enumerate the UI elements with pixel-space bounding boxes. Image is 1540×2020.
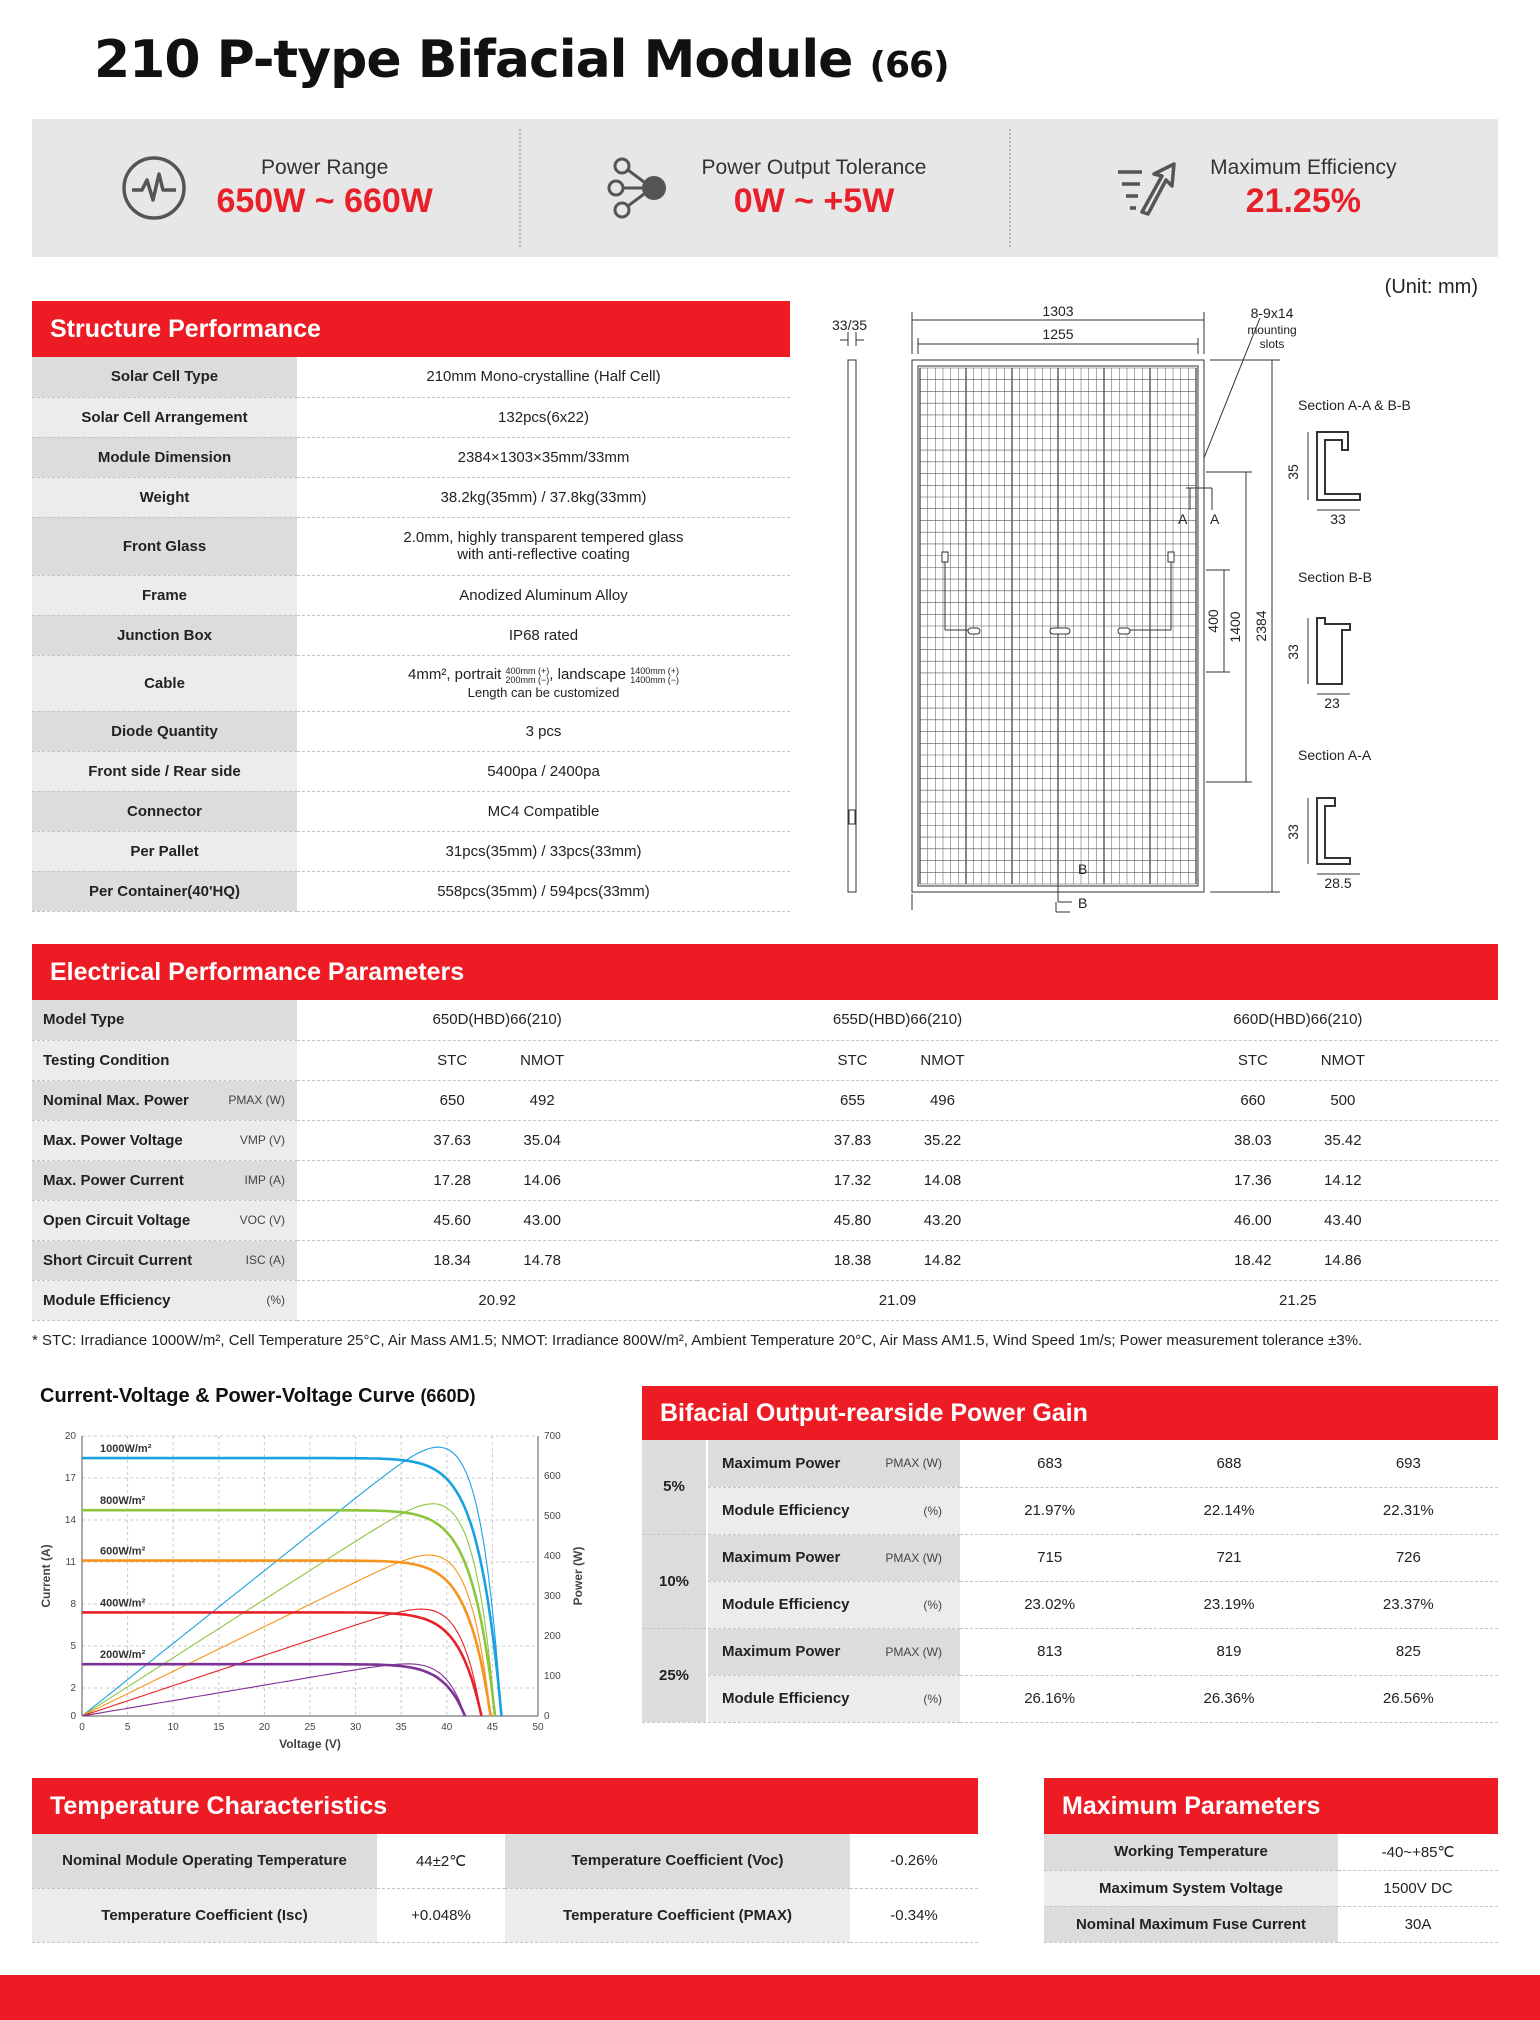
module-dimension-drawing bbox=[820, 290, 1430, 930]
table-row: Cable 4mm², portrait 400mm (+) 200mm (−), landscape 1400mm (+) 1400mm (−) Length can be customized bbox=[32, 655, 790, 711]
iv-curve-2 bbox=[82, 1561, 491, 1716]
x-tick-label: 35 bbox=[395, 1722, 407, 1733]
x-tick-label: 40 bbox=[441, 1722, 453, 1733]
table-row: Max. Power Current IMP (A) 17.28 14.06 17.32 14.08 17.36 14.12 bbox=[32, 1160, 1498, 1200]
table-row: Module Efficiency (%) 23.02% 23.19% 23.37% bbox=[642, 1581, 1498, 1628]
iv-pv-chart bbox=[32, 1420, 632, 1760]
y-tick-label: 0 bbox=[70, 1711, 76, 1722]
iv-curve-4 bbox=[82, 1664, 465, 1716]
highlight-max-efficiency bbox=[1009, 129, 1498, 247]
highlight-label: Maximum Efficiency bbox=[1210, 155, 1397, 179]
table-row: Open Circuit Voltage VOC (V) 45.60 43.00 45.80 43.20 46.00 43.40 bbox=[32, 1200, 1498, 1240]
x-tick-label: 20 bbox=[258, 1722, 270, 1733]
svg-text:slots: slots bbox=[1259, 337, 1285, 351]
highlights-bar bbox=[32, 119, 1498, 257]
table-row: Module Dimension 2384×1303×35mm/33mm bbox=[32, 437, 790, 477]
y-axis-label: Current (A) bbox=[39, 1544, 53, 1608]
highlight-power-range bbox=[32, 119, 519, 257]
x-tick-label: 15 bbox=[213, 1722, 225, 1733]
x-tick-label: 25 bbox=[304, 1722, 316, 1733]
electrical-table bbox=[32, 1000, 1498, 1321]
pv-curve-4 bbox=[82, 1664, 465, 1716]
series-label: 1000W/m² bbox=[100, 1443, 152, 1456]
dim-height: 2384 bbox=[1253, 610, 1269, 642]
x-tick-label: 0 bbox=[79, 1722, 85, 1733]
section-label: Section B-B bbox=[1298, 569, 1372, 585]
table-row: Weight 38.2kg(35mm) / 37.8kg(33mm) bbox=[32, 477, 790, 517]
efficiency-arrow-icon bbox=[1112, 152, 1184, 224]
table-row: Nominal Maximum Fuse Current 30A bbox=[1044, 1906, 1498, 1942]
table-row: Junction Box IP68 rated bbox=[32, 615, 790, 655]
table-row: Solar Cell Arrangement 132pcs(6x22) bbox=[32, 397, 790, 437]
svg-text:33: 33 bbox=[1285, 824, 1301, 840]
dim-width-inner: 1255 bbox=[1042, 326, 1074, 342]
highlight-value: 0W ~ +5W bbox=[733, 181, 895, 220]
table-row: Connector MC4 Compatible bbox=[32, 791, 790, 831]
x-axis-label: Voltage (V) bbox=[279, 1737, 341, 1751]
highlight-value: 21.25% bbox=[1245, 181, 1361, 220]
footnote: * STC: Irradiance 1000W/m², Cell Temperature 25°C, Air Mass AM1.5; NMOT: Irradiance 800W/m², Ambient Temperature 20°C, Air Mass AM1.5, Wind Speed 1m/s; Power measurement tolerance ±3%. bbox=[32, 1332, 1363, 1349]
structure-header: Structure Performance bbox=[32, 301, 790, 357]
series-label: 200W/m² bbox=[100, 1649, 146, 1662]
electrical-header: Electrical Performance Parameters bbox=[32, 944, 1498, 1000]
series-label: 400W/m² bbox=[100, 1597, 146, 1610]
table-row: Per Container(40'HQ) 558pcs(35mm) / 594pcs(33mm) bbox=[32, 871, 790, 911]
y2-tick-label: 200 bbox=[544, 1631, 561, 1642]
section-label: Section A-A bbox=[1298, 747, 1372, 763]
highlight-label: Power Range bbox=[261, 155, 389, 179]
table-row: Solar Cell Type 210mm Mono-crystalline (Half Cell) bbox=[32, 357, 790, 397]
table-row: Module Efficiency (%) 26.16% 26.36% 26.56% bbox=[642, 1675, 1498, 1722]
svg-text:33: 33 bbox=[1330, 511, 1346, 527]
svg-text:400: 400 bbox=[1205, 609, 1221, 633]
pv-curve-1 bbox=[82, 1504, 495, 1716]
x-tick-label: 45 bbox=[486, 1722, 498, 1733]
table-row: Temperature Coefficient (Isc) +0.048% Temperature Coefficient (PMAX) -0.34% bbox=[32, 1888, 978, 1942]
svg-text:B: B bbox=[1078, 861, 1088, 877]
curve-title: Current-Voltage & Power-Voltage Curve (660D) bbox=[40, 1385, 476, 1407]
table-row: Front side / Rear side 5400pa / 2400pa bbox=[32, 751, 790, 791]
table-row: Nominal Max. Power PMAX (W) 650 492 655 496 660 500 bbox=[32, 1080, 1498, 1120]
page-title: 210 P-type Bifacial Module (66) bbox=[94, 30, 949, 90]
highlight-power-tolerance bbox=[519, 129, 1008, 247]
temperature-header: Temperature Characteristics bbox=[32, 1778, 978, 1834]
svg-text:1400: 1400 bbox=[1227, 611, 1243, 643]
bifacial-header: Bifacial Output-rearside Power Gain bbox=[642, 1386, 1498, 1440]
power-pulse-icon bbox=[118, 152, 190, 224]
table-row: Model Type 650D(HBD)66(210) 655D(HBD)66(210) 660D(HBD)66(210) bbox=[32, 1000, 1498, 1040]
table-row: Maximum System Voltage 1500V DC bbox=[1044, 1870, 1498, 1906]
y2-axis-label: Power (W) bbox=[571, 1546, 585, 1606]
series-label: 600W/m² bbox=[100, 1545, 146, 1558]
svg-text:33: 33 bbox=[1285, 644, 1301, 660]
maximum-table bbox=[1044, 1834, 1498, 1943]
series-label: 800W/m² bbox=[100, 1495, 146, 1508]
y-tick-label: 8 bbox=[70, 1599, 76, 1610]
y2-tick-label: 500 bbox=[544, 1511, 561, 1522]
table-row: Module Efficiency (%) 20.92 21.09 21.25 bbox=[32, 1280, 1498, 1320]
table-row: Short Circuit Current ISC (A) 18.34 14.78 18.38 14.82 18.42 14.86 bbox=[32, 1240, 1498, 1280]
footer-bar bbox=[0, 1975, 1540, 2020]
dim-thickness: 33/35 bbox=[832, 317, 868, 333]
maximum-header: Maximum Parameters bbox=[1044, 1778, 1498, 1834]
y2-tick-label: 0 bbox=[544, 1711, 550, 1722]
table-row: Front Glass 2.0mm, highly transparent tempered glass with anti-reflective coating bbox=[32, 517, 790, 575]
svg-text:23: 23 bbox=[1324, 695, 1340, 711]
highlight-value: 650W ~ 660W bbox=[216, 181, 433, 220]
table-row: Max. Power Voltage VMP (V) 37.63 35.04 37.83 35.22 38.03 35.42 bbox=[32, 1120, 1498, 1160]
table-row: Nominal Module Operating Temperature 44±2℃ Temperature Coefficient (Voc) -0.26% bbox=[32, 1834, 978, 1888]
table-row: Diode Quantity 3 pcs bbox=[32, 711, 790, 751]
table-row: Module Efficiency (%) 21.97% 22.14% 22.31% bbox=[642, 1487, 1498, 1534]
y2-tick-label: 700 bbox=[544, 1431, 561, 1442]
dim-width-outer: 1303 bbox=[1042, 303, 1074, 319]
svg-text:B: B bbox=[1078, 895, 1088, 911]
y2-tick-label: 100 bbox=[544, 1671, 561, 1682]
temperature-table bbox=[32, 1834, 978, 1943]
y-tick-label: 2 bbox=[70, 1683, 76, 1694]
table-row: Per Pallet 31pcs(35mm) / 33pcs(33mm) bbox=[32, 831, 790, 871]
table-row: 25% Maximum Power PMAX (W) 813 819 825 bbox=[642, 1628, 1498, 1675]
dim-slots: 8-9x14 bbox=[1250, 305, 1294, 321]
pv-curve-3 bbox=[82, 1609, 482, 1716]
network-node-icon bbox=[604, 152, 676, 224]
x-tick-label: 30 bbox=[350, 1722, 362, 1733]
pv-curve-2 bbox=[82, 1555, 491, 1716]
table-row: Working Temperature -40~+85℃ bbox=[1044, 1834, 1498, 1870]
y2-tick-label: 300 bbox=[544, 1591, 561, 1602]
highlight-label: Power Output Tolerance bbox=[701, 155, 927, 179]
table-row: Frame Anodized Aluminum Alloy bbox=[32, 575, 790, 615]
y-tick-label: 17 bbox=[64, 1473, 76, 1484]
y2-tick-label: 400 bbox=[544, 1551, 561, 1562]
y-tick-label: 5 bbox=[70, 1641, 76, 1652]
svg-text:28.5: 28.5 bbox=[1324, 875, 1352, 891]
bifacial-table bbox=[642, 1440, 1498, 1723]
structure-table bbox=[32, 357, 790, 912]
y2-tick-label: 600 bbox=[544, 1471, 561, 1482]
table-row: Testing Condition STC NMOT STC NMOT STC NMOT bbox=[32, 1040, 1498, 1080]
x-tick-label: 50 bbox=[532, 1722, 544, 1733]
table-row: 10% Maximum Power PMAX (W) 715 721 726 bbox=[642, 1534, 1498, 1581]
svg-text:35: 35 bbox=[1285, 464, 1301, 480]
svg-text:A: A bbox=[1210, 511, 1220, 527]
y-tick-label: 11 bbox=[65, 1557, 76, 1568]
svg-text:A: A bbox=[1178, 511, 1188, 527]
unit-note: (Unit: mm) bbox=[1384, 276, 1478, 298]
svg-text:mounting: mounting bbox=[1247, 323, 1297, 337]
x-tick-label: 10 bbox=[167, 1722, 179, 1733]
table-row: 5% Maximum Power PMAX (W) 683 688 693 bbox=[642, 1440, 1498, 1487]
section-label: Section A-A & B-B bbox=[1298, 397, 1411, 413]
x-tick-label: 5 bbox=[124, 1722, 131, 1733]
y-tick-label: 14 bbox=[64, 1515, 76, 1526]
y-tick-label: 20 bbox=[64, 1431, 76, 1442]
